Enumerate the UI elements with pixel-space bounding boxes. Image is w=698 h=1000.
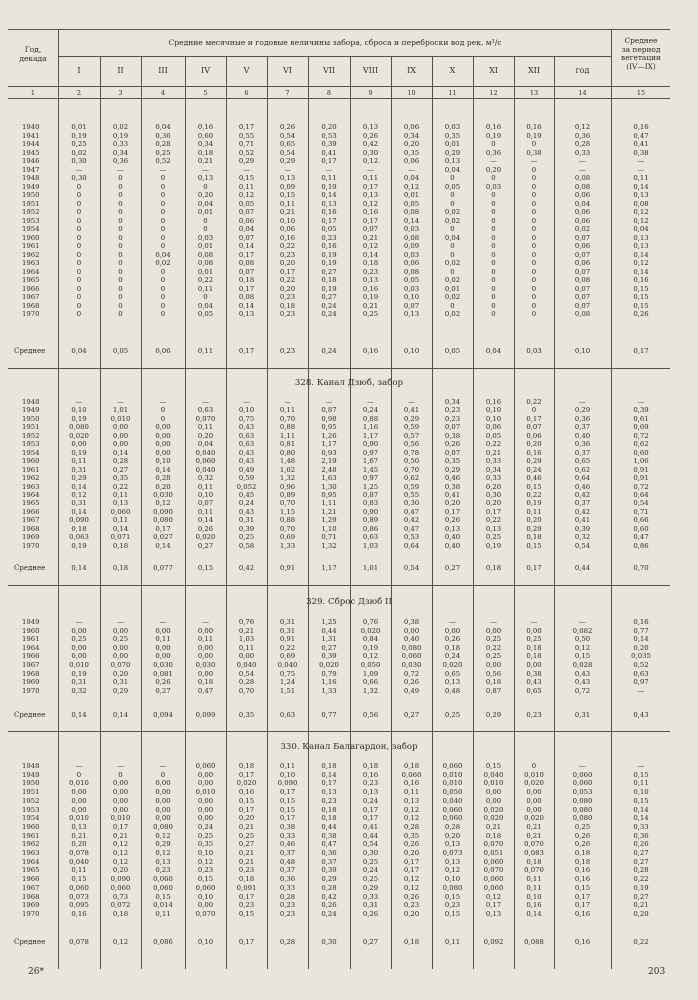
- average-value: 0,03: [526, 347, 542, 355]
- average-value: 0,27: [444, 564, 461, 572]
- average-value: 0,54: [403, 564, 420, 572]
- data-column: — 0,10 0,19 0,080 0,020 0,00 0,19 0,11 0,31 0,29 0,14 0,12 0,31 0,14 0,090 0,18 0,063 0,19: [69, 398, 89, 550]
- section-title: 330. Канал Балагардон, забор: [280, 742, 418, 752]
- data-column: 0,76 0,020 0,84 0,19 0,12 0,050 1,09 0,66 1,32: [360, 618, 381, 695]
- month-header: I: [77, 66, 81, 75]
- data-column: — 0,00 0,25 0,00 0,00 0,070 0,20 0,31 0,29: [110, 618, 131, 695]
- page-number: 203: [648, 967, 666, 977]
- data-column: 0,26 0,54 0,65 0,54 0,29 — 0,13 0,09 0,15 0,11 0,21 0,10 0,06 0,16 0,22 0,23 0,20 0,17 0,22 0,20 0,23 0,18 0,23: [279, 123, 296, 318]
- average-value: 1,01: [362, 564, 379, 572]
- year-total-header: год: [575, 66, 590, 75]
- data-column: 0,03 0,35 0,01 0,29 0,13 0,04 0 0,05 0 0 0,02 0,02 0 0,04 0 0 0,02 0 0,02 0,01 0,02 0 0,02: [444, 123, 461, 318]
- data-column: — 0,11 0,70 0,88 1,11 0,81 0,80 1,48 1,02 1,32 0,96 0,89 0,70 1,15 0,88 0,70 0,69 1,33: [279, 398, 296, 550]
- section-title: 328. Канал Дзюб, забор: [294, 378, 404, 388]
- average-value: 0,088: [524, 938, 544, 946]
- average-value: 0,77: [321, 711, 337, 719]
- average-value: 0,11: [444, 938, 461, 946]
- average-label: Среднее: [14, 347, 46, 355]
- average-value: 0,094: [153, 711, 173, 719]
- data-column: 0,22 0 0,17 0,07 0,06 0,20 0,16 0,29 0,24 0,46 0,15 0,22 0,19 0,11 0,20 0,29 0,18 0,15: [526, 398, 542, 550]
- average-value: 0,10: [197, 938, 214, 946]
- average-value: 0,18: [485, 564, 502, 572]
- average-value: 0,06: [155, 347, 171, 355]
- average-value: 0,56: [362, 711, 379, 719]
- average-value: 0,27: [362, 938, 379, 946]
- data-column: 0,02 0,19 0,33 0,34 0,36 — 0 0 0 0 0 0 0 0 0 0 0 0 0 0 0 0 0: [112, 123, 129, 318]
- column-number: 6: [244, 89, 249, 97]
- average-value: 0,16: [362, 347, 379, 355]
- data-column: 0,18 0,17 0,020 0,16 0,15 0,17 0,20 0,21 0,25 0,27 0,21 0,21 0,23 0,18 0,091 0,17 0,23 0,15: [236, 762, 257, 918]
- data-column: 0,20 0,53 0,39 0,41 0,17 — 0,11 0,19 0,14 0,13 0,16 0,17 0,05 0,23 0,16 0,19 0,19 0,27 0,18 0,19 0,27 0,24 0,24: [321, 123, 337, 318]
- data-column: — 0 0,00 0,00 0,00 0,00 0,00 0,080 0,12 0,29 0,12 0,13 0,23 0,060 0,060 0,15 0,014 0,11: [153, 762, 173, 918]
- table-group-title: Средние месячные и годовые величины забора, сброса и переброски вод рек, м³/с: [168, 38, 502, 47]
- month-header: XII: [527, 66, 540, 75]
- average-label: Среднее: [14, 564, 46, 572]
- data-column: — 0 0 0,00 0,00 0,00 0,00 0,10 0,14 0,28 0,20 0,030 0,12 0,090 0,080 0,17 0,027 0,14: [153, 398, 173, 550]
- average-value: 0,27: [403, 711, 420, 719]
- average-value: 0,078: [69, 938, 89, 946]
- average-value: 0,24: [321, 347, 337, 355]
- column-number: 12: [489, 89, 498, 97]
- month-header: II: [117, 66, 124, 75]
- data-column: 0,17 0,55 0,71 0,52 0,29 — 0,15 0,11 0,12 0,05 0,07 0,06 0,04 0,07 0,14 0,17 0,08 0,07 0,18 0,17 0,08 0,14 0,13: [238, 123, 255, 318]
- data-column: 0,01 0,19 0,25 0,02 0,30 — 0,30 0 0 0 0 0 0 0 0 0 0 0 0 0 0 0 0: [71, 123, 87, 318]
- data-column: — 0,15 0,11 0,10 0,15 0,14 0,14 0,33 0,36 0,26 0,27 0,27 0,28 0,22 0,19 0,27 0,21 0,20: [633, 762, 649, 918]
- column-number: 5: [203, 89, 208, 97]
- average-value: 0,099: [195, 711, 216, 719]
- data-column: 0,31 0,31 0,91 0,22 0,69 0,040 0,75 1,24 1,51: [277, 618, 298, 695]
- average-value: 0,30: [321, 938, 337, 946]
- average-value: 0,12: [112, 938, 129, 946]
- data-column: — 0,00 0,11 0,00 0,00 0,030 0,00 0,18 0,47: [195, 618, 216, 695]
- average-value: 0,11: [197, 347, 214, 355]
- average-value: 0,31: [574, 711, 591, 719]
- average-value: 0,91: [279, 564, 296, 572]
- column-number: 7: [285, 89, 290, 97]
- section-bottom-rule: [8, 585, 670, 586]
- average-label: Среднее: [14, 711, 46, 719]
- average-value: 0,16: [574, 938, 591, 946]
- average-value: 0,43: [633, 711, 649, 719]
- data-column: 0,18 0,16 0,23 0,13 0,24 0,17 0,17 0,41 0,44 0,54 0,30 0,25 0,24 0,25 0,29 0,33 0,31 0,26: [362, 762, 379, 918]
- column-number: 4: [160, 89, 166, 97]
- data-column: — 0,00 0,11 0,00 0,00 0,030 0,081 0,26 0,27: [153, 618, 173, 695]
- data-column: 0,16 0,47 0,41 0,38 — — 0,11 0,14 0,13 0,08 0,12 0,12 0,04 0,13 0,13 0,14 0,12 0,14 0,16 0,15 0,15 0,15 0,26: [633, 123, 649, 318]
- data-column: — 0,00 0,25 0,22 0,25 0,00 0,56 0,18 0,87: [485, 618, 502, 695]
- average-value: 0,17: [526, 564, 542, 572]
- average-value: 0,17: [633, 347, 649, 355]
- data-column: 0,060 0,00 0,00 0,010 0,00 0,00 0,00 0,24 0,25 0,35 0,10 0,12 0,23 0,15 0,060 0,10 0,00 0,070: [195, 762, 216, 918]
- column-number: 14: [578, 89, 587, 97]
- column-number: 13: [529, 89, 539, 97]
- data-column: 0,06 0,34 0,20 0,35 0,06 — 0,04 0,12 0,01 0,05 0,08 0,14 0,03 0,08 0,09 0,03 0,06 0,08 0,05 0,03 0,10 0,07 0,13: [403, 123, 420, 318]
- column-number: 10: [407, 89, 416, 97]
- average-value: 0,17: [238, 347, 255, 355]
- data-column: — 0,10 0,75 0,43 0,63 0,63 0,43 0,43 0,49 0,59 0,052 0,45 0,24 0,43 0,31 0,39 0,25 0,58: [236, 398, 257, 550]
- vegetation-header: Среднее за период вегетации (IV—IX): [621, 36, 661, 71]
- header-bottom-rule: [8, 86, 670, 87]
- average-value: 0,22: [633, 938, 649, 946]
- average-value: 0,44: [574, 564, 591, 572]
- month-header: VIII: [362, 66, 379, 75]
- data-column: 0,16 0,77 0,14 0,20 0,035 0,52 0,63 0,97 —: [631, 618, 651, 695]
- month-header: VI: [283, 66, 292, 75]
- colnum-bottom-rule: [8, 98, 670, 99]
- average-value: 0,18: [403, 938, 420, 946]
- average-value: 0,63: [279, 711, 296, 719]
- average-value: 0,17: [238, 938, 255, 946]
- average-value: 0,35: [238, 711, 255, 719]
- data-column: 0,38 0,00 0,40 0,080 0,060 0,030 0,72 0,26 0,49: [401, 618, 422, 695]
- month-header: VII: [322, 66, 336, 75]
- data-column: 0,18 0,060 0,16 0,11 0,13 0,12 0,12 0,28 0,35 0,26 0,20 0,17 0,17 0,12 0,12 0,26 0,23 0,20: [401, 762, 422, 918]
- average-value: 0,29: [485, 711, 502, 719]
- average-value: 0,23: [279, 347, 296, 355]
- month-header: XI: [489, 66, 498, 75]
- average-value: 0,092: [483, 938, 504, 946]
- data-column: — 0,24 0,88 1,16 1,17 0,90 0,97 1,67 1,45 0,97 1,25 0,87 0,83 0,90 0,89 0,86 0,63 1,03: [362, 398, 379, 550]
- data-column: 0,11 0,10 0,090 0,17 0,15 0,15 0,17 0,38 0,33 0,46 0,37 0,48 0,37 0,36 0,33 0,28 0,23 0,23: [277, 762, 298, 918]
- data-column: 0,34 0,23 0,23 0,07 0,38 0,26 0,07 0,35 0,29 0,46 0,38 0,41 0,20 0,17 0,26 0,13 0,40 0,40: [444, 398, 461, 550]
- year-column: 1948 1949 1950 1951 1952 1953 1954 1960 1961 1962 1963 1964 1965 1966 1967 1968 1969 1970: [22, 398, 40, 550]
- year-column: 1949 1960 1961 1964 1966 1967 1968 1969 1970: [22, 618, 40, 695]
- average-value: 0,077: [153, 564, 173, 572]
- average-value: 0,10: [403, 347, 420, 355]
- average-value: 0,25: [444, 711, 461, 719]
- average-value: 0,05: [444, 347, 461, 355]
- month-header: III: [158, 66, 168, 75]
- data-column: — 0,41 0,29 0,59 0,57 0,56 0,78 0,50 0,70 0,62 0,59 0,55 0,30 0,47 0,42 0,47 0,53 0,64: [403, 398, 420, 550]
- data-column: 0,16 0,10 0,10 0,06 0,05 0,22 0,21 0,33 0,34 0,33 0,20 0,30 0,20 0,17 0,22 0,13 0,25 0,19: [485, 398, 502, 550]
- data-column: 0,13 0,26 0,42 0,30 0,12 — 0,11 0,17 0,13 0,12 0,16 0,17 0,07 0,21 0,12 0,14 0,18 0,23 0,13 0,16 0,19 0,21 0,25: [362, 123, 379, 318]
- average-value: 0,23: [526, 711, 542, 719]
- month-header: IV: [201, 66, 210, 75]
- data-column: 0,16 0,60 0,34 0,18 0,21 — 0,13 0 0,20 0,04 0,01 0 0 0,03 0,01 0,08 0,08 0,01 0,22 0,11 0 0,04 0,05: [197, 123, 214, 318]
- average-value: 0,05: [112, 347, 129, 355]
- average-value: 0,14: [71, 711, 87, 719]
- column-number: 1: [30, 89, 36, 97]
- average-value: 0,70: [633, 564, 649, 572]
- data-column: — 0,082 0,50 0,12 0,15 0,028 0,43 0,43 0,72: [572, 618, 593, 695]
- data-column: 0,12 0,36 0,28 0,33 — — 0,08 0,08 0,06 0,04 0,06 0,06 0,02 0,07 0,06 0,07 0,06 0,07 0,08 0,07 0,07 0,07 0,08: [574, 123, 591, 318]
- data-column: — 0,00 0,25 0,00 0,00 0,010 0,19 0,31 0,32: [69, 618, 89, 695]
- header-top-rule: [8, 29, 670, 30]
- month-header: X: [449, 66, 456, 75]
- data-column: — 0,00 0,25 0,18 0,18 0,00 0,38 0,43 0,65: [526, 618, 542, 695]
- average-value: 0,04: [71, 347, 87, 355]
- data-column: — 0 0,00 0,00 0,00 0,00 0,010 0,17 0,21 0,12 0,12 0,12 0,20 0,090 0,060 0,73 0,072 0,18: [110, 762, 131, 918]
- average-value: 0,04: [485, 347, 502, 355]
- column-number: 15: [636, 89, 646, 97]
- data-column: — 0,87 0,98 0,95 1,26 1,17 0,93 2,19 2,48 1,63 1,30 0,95 1,11 1,21 1,29 1,10 0,71 1,32: [321, 398, 337, 550]
- data-column: — 0,29 0,36 0,37 0,40 0,36 0,37 0,65 0,62 0,64 0,46 0,42 0,37 0,42 0,41 0,39 0,32 0,54: [574, 398, 591, 550]
- data-column: 1,25 0,44 1,31 0,27 0,39 0,020 0,79 1,16 1,33: [319, 618, 339, 695]
- data-column: 0,76 0,21 1,03 0,11 0,00 0,040 0,54 0,28 0,70: [236, 618, 257, 695]
- section-title: 329. Сброс Дзюб II: [306, 597, 392, 607]
- data-column: — 0,00 0,26 0,18 0,24 0,020 0,65 0,13 0,48: [442, 618, 463, 695]
- data-column: 0,16 0,19 0 0,38 — 0 0 0 0 0 0 0 0 0 0 0 0 0 0 0 0 0 0: [526, 123, 542, 318]
- average-value: 0,086: [153, 938, 173, 946]
- data-column: 0,15 0,040 0,010 0,00 0,00 0,020 0,020 0,21 0,18 0,070 0,051 0,060 0,070 0,060 0,060 0,12 0,17 0,13: [483, 762, 504, 918]
- section-bottom-rule: [8, 731, 670, 732]
- column-number: 11: [448, 89, 457, 97]
- column-number: 8: [326, 89, 332, 97]
- average-value: 0,42: [238, 564, 255, 572]
- average-value: 0,10: [574, 347, 591, 355]
- average-value: 0,18: [112, 564, 129, 572]
- data-column: — 0,39 0,61 0,69 0,72 0,62 0,60 1,06 0,91 0,91 0,72 0,64 0,54 0,71 0,66 0,60 0,47 0,86: [633, 398, 649, 550]
- data-column: 0,060 0,010 0,010 0,050 0,040 0,060 0,060 0,28 0,20 0,13 0,073 0,13 0,12 0,10 0,080 0,15 0,23 0,15: [442, 762, 463, 918]
- data-column: 0,16 0,19 0 0,36 — 0,20 0 0,03 0 0 0 0 0 0 0 0 0 0 0 0 0 0 0: [485, 123, 502, 318]
- data-column: — 0 0,010 0,00 0,00 0,00 0,010 0,13 0,21 0,20 0,078 0,040 0,11 0,15 0,060 0,073 0,095 0,16: [69, 762, 89, 918]
- average-value: 0,14: [71, 564, 87, 572]
- year-column-header: Год, декада: [19, 45, 47, 63]
- data-column: — 1,01 0,010 0,00 0,00 0,00 0,14 0,28 0,27 0,35 0,22 0,11 0,13 0,060 0,11 0,14 0,071 0,18: [110, 398, 131, 550]
- average-value: 0,28: [279, 938, 296, 946]
- column-number: 3: [118, 89, 123, 97]
- data-column: 0,04 0,36 0,28 0,25 0,52 — 0 0 0 0 0 0 0 0 0 0,04 0,02 0 0 0 0 0 0: [155, 123, 171, 318]
- average-value: 1,17: [321, 564, 337, 572]
- year-column: 1948 1949 1950 1951 1952 1953 1954 1960 1961 1962 1963 1964 1965 1966 1967 1968 1969 1970: [22, 762, 40, 918]
- month-header: IX: [407, 66, 416, 75]
- data-column: 0 0,010 0,020 0,00 0,00 0,00 0,020 0,21 0,21 0,070 0,083 0,18 0,070 0,11 0,11 0,10 0,16 0,14: [524, 762, 544, 918]
- data-column: — 0,63 0,070 0,11 0,20 0,04 0,040 0,060 0,040 0,32 0,11 0,10 0,07 0,11 0,14 0,26 0,020 0,27: [195, 398, 216, 550]
- average-value: 0,15: [197, 564, 214, 572]
- section-bottom-rule: [8, 368, 670, 369]
- data-column: 0,18 0,14 0,17 0,13 0,23 0,18 0,18 0,44 0,38 0,47 0,36 0,37 0,39 0,29 0,28 0,42 0,26 0,24: [321, 762, 337, 918]
- month-header: V: [243, 66, 250, 75]
- year-column: 1940 1941 1944 1945 1946 1947 1948 1949 1950 1951 1952 1953 1954 1960 1961 1962 1963 1964 1965 1966 1967 1968 1970: [22, 123, 40, 318]
- data-column: — 0,060 0,060 0,053 0,080 0,080 0,080 0,25 0,26 0,26 0,18 0,18 0,16 0,16 0,15 0,17 0,17 0,16: [572, 762, 593, 918]
- average-value: 0,14: [112, 711, 129, 719]
- footer-signature: 26*: [28, 967, 44, 977]
- column-number: 2: [76, 89, 82, 97]
- average-label: Среднее: [14, 938, 46, 946]
- column-number: 9: [368, 89, 373, 97]
